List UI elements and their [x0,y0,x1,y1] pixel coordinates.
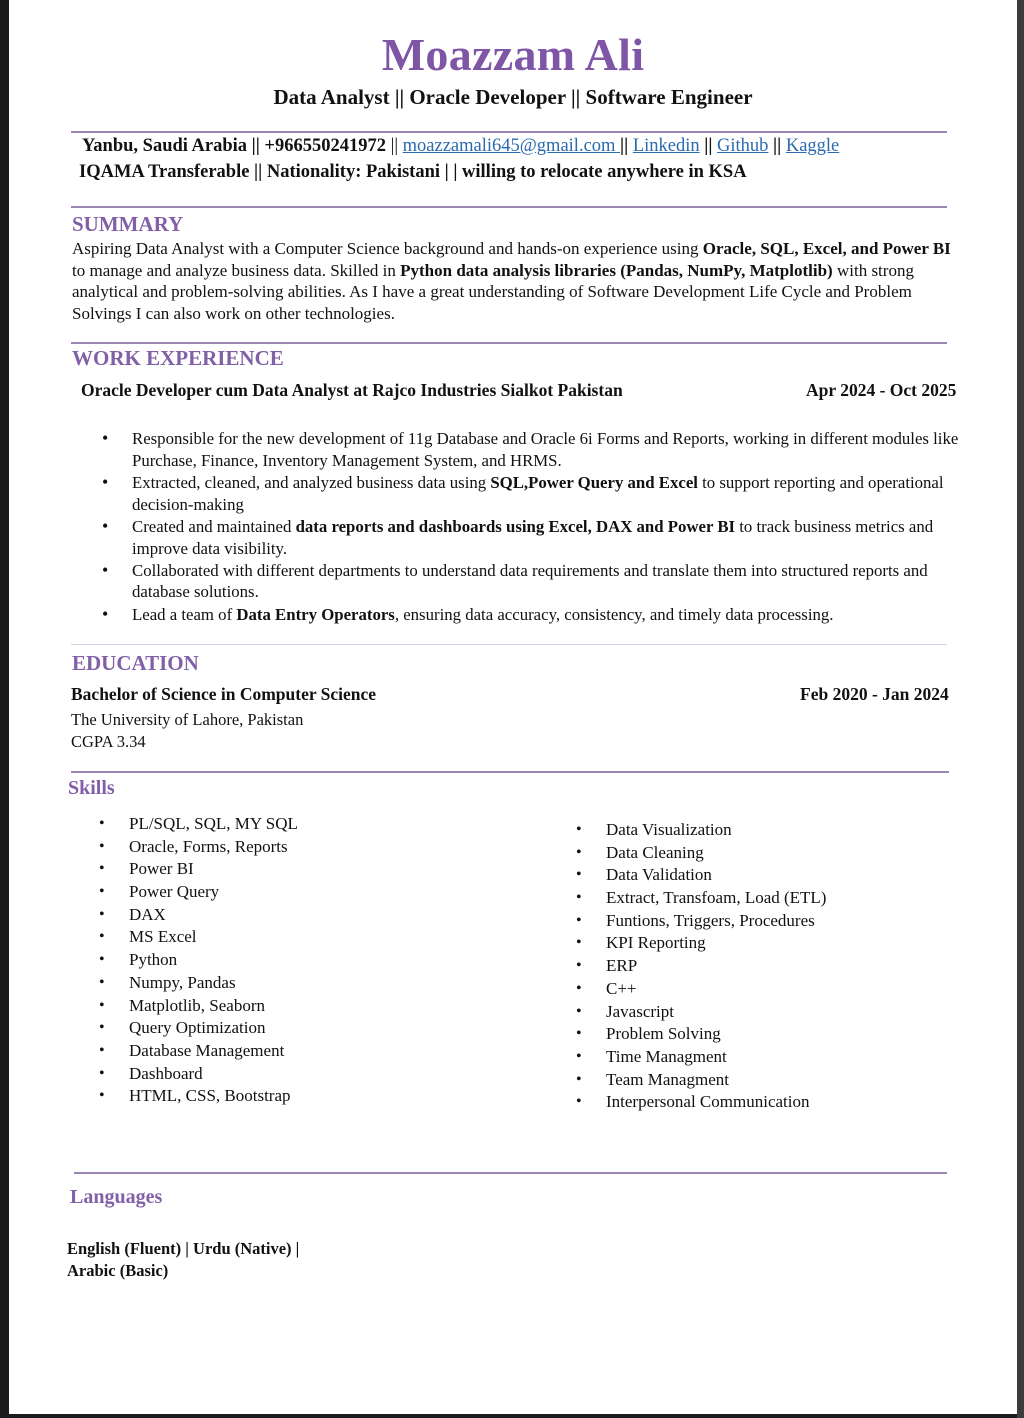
bullet-icon: • [576,821,582,838]
bullet-icon: • [99,973,105,991]
separator: || [768,136,786,156]
skill-label: Team Managment [606,1069,729,1089]
bullet-icon: • [576,1047,582,1065]
bullet-icon: • [99,951,105,969]
separator: || [699,136,718,156]
job-bullet [99,516,959,560]
contact-line [82,136,839,157]
bullet-icon: • [102,428,109,448]
skill-label: Matplotlib, Seaborn [129,995,265,1015]
kaggle-link[interactable]: Kaggle [785,136,840,156]
skill-label: Python [129,950,178,970]
institution: The University of Lahore, Pakistan [71,710,304,729]
skill-label: MS Excel [129,927,197,947]
skill-item [99,813,298,836]
skill-label: Database Management [129,1040,285,1060]
skill-item [576,1091,826,1114]
skill-label: Numpy, Pandas [129,972,236,992]
skill-label: ERP [606,956,638,976]
skill-label: Funtions, Triggers, Procedures [606,910,815,930]
github-link[interactable]: Github [717,136,769,156]
skills-right-list [576,819,826,1114]
summary-part: Aspiring Data Analyst with a Computer Science background and hands-on experience using [72,239,703,258]
skill-item [576,1046,826,1069]
divider [71,131,947,133]
skill-label: DAX [129,904,166,924]
bullet-icon: • [99,996,105,1014]
job-bullet [99,604,959,626]
bullet-icon: • [99,860,105,878]
location-phone: Yanbu, Saudi Arabia || +966550241972 [82,136,391,156]
skill-label: Query Optimization [129,1018,266,1038]
skill-item [576,819,826,842]
summary-text [72,238,962,325]
section-heading-education: EDUCATION [72,651,199,675]
bullet-icon: • [102,603,109,624]
bullet-icon: • [99,905,105,923]
bullet-bold: SQL,Power Query and Excel [490,472,698,492]
bullet-icon: • [99,928,105,946]
languages-line-1: English (Fluent) | Urdu (Native) | [67,1239,300,1258]
skill-label: Extract, Transfoam, Load (ETL) [606,888,827,908]
bullet-icon: • [576,1093,582,1111]
education-dates: Feb 2020 - Jan 2024 [800,684,949,704]
bullet-text: Extracted, cleaned, and analyzed business data using [132,472,491,492]
skill-item [576,887,826,910]
skill-label: Interpersonal Communication [606,1092,810,1112]
skill-label: Data Validation [606,865,712,885]
status-line: IQAMA Transferable || Nationality: Pakistani | | willing to relocate anywhere in KSA [79,162,747,182]
summary-part: with strong analytical and problem-solving abilities. As I have a great understanding of Software Development Life Cycle and Problem Solvings I can also work on other technologies. [72,260,914,324]
summary-bold: Oracle, SQL, Excel, and Power BI [702,239,951,258]
separator: || [390,136,403,156]
skill-item [576,1001,826,1024]
bullet-bold: Data Entry Operators [236,604,395,624]
candidate-name: Moazzam Ali [381,29,645,80]
skill-item [99,949,298,972]
section-heading-skills: Skills [68,777,115,799]
bullet-icon: • [576,1002,582,1020]
cgpa: CGPA 3.34 [71,732,146,751]
bullet-icon: • [99,1019,105,1037]
skill-item [99,995,298,1018]
bullet-icon: • [102,515,109,536]
section-heading-work: WORK EXPERIENCE [72,346,284,370]
bullet-icon: • [576,843,582,861]
job-dates: Apr 2024 - Oct 2025 [806,380,957,400]
section-heading-summary: SUMMARY [72,212,184,236]
resume-page [9,0,1017,1414]
skill-item [576,864,826,887]
bullet-bold: data reports and dashboards using Excel, DAX and Power BI [295,516,736,536]
skill-label: Data Cleaning [606,842,704,862]
skill-label: Javascript [606,1001,674,1021]
bullet-icon: • [576,1070,582,1088]
bullet-text: Lead a team of [132,604,237,624]
bullet-text: Created and maintained [132,516,296,536]
bullet-icon: • [576,911,582,929]
skill-item [99,1040,298,1063]
divider [71,342,947,344]
skill-label: Data Visualization [606,820,732,839]
divider [74,1172,947,1174]
skill-item [576,932,826,955]
email-link[interactable]: moazzamali645@gmail.com [402,136,621,156]
skill-label: Problem Solving [606,1024,721,1044]
bullet-icon: • [102,559,109,580]
job-bullet [99,560,959,604]
bullet-icon: • [576,979,582,997]
skill-label: HTML, CSS, Bootstrap [129,1086,291,1106]
job-title: Oracle Developer cum Data Analyst at Rajco Industries Sialkot Pakistan [81,380,623,400]
skill-label: KPI Reporting [606,933,706,953]
skill-item [99,1085,298,1108]
bullet-text: , ensuring data accuracy, consistency, and timely data processing. [394,604,834,624]
linkedin-link[interactable]: Linkedin [632,136,700,156]
job-bullets [99,428,959,626]
job-bullet [99,428,959,472]
candidate-subtitle: Data Analyst || Oracle Developer || Software Engineer [273,85,753,109]
skill-item [576,910,826,933]
bullet-icon: • [99,1087,105,1105]
bullet-text: Responsible for the new development of 11g Database and Oracle 6i Forms and Reports, working in different modules like Purchase, Finance, Inventory Management System, and HRMS. [132,429,959,470]
bullet-text: to support reporting and operational decision-making [132,472,944,514]
summary-part: to manage and analyze business data. Skilled in [72,260,401,280]
bullet-icon: • [99,815,105,832]
skill-item [576,1069,826,1092]
languages-line-2: Arabic (Basic) [67,1261,169,1280]
viewer-frame-edge [1017,0,1024,1418]
summary-bold: Python data analysis libraries (Pandas, NumPy, Matplotlib) [400,260,833,280]
separator: || [620,136,629,156]
skill-item [99,926,298,949]
skill-item [99,1063,298,1086]
skill-item [576,1023,826,1046]
skill-item [99,1017,298,1040]
bullet-icon: • [99,1041,105,1059]
skill-label: Time Managment [606,1046,727,1066]
bullet-icon: • [576,957,582,975]
skill-label: PL/SQL, SQL, MY SQL [129,814,298,833]
bullet-icon: • [102,471,109,492]
skill-item [576,842,826,865]
bullet-icon: • [576,934,582,952]
bullet-icon: • [576,866,582,884]
skill-label: Dashboard [129,1063,203,1083]
bullet-icon: • [576,1025,582,1043]
skills-left-list [99,813,298,1108]
skill-label: Power BI [129,859,194,879]
skill-label: Power Query [129,882,220,902]
skill-item [99,836,298,859]
job-bullet [99,472,959,516]
bullet-text: to track business metrics and improve data visibility. [132,516,934,558]
skill-item [576,955,826,978]
divider [71,644,947,645]
skill-item [99,858,298,881]
skill-item [576,978,826,1001]
bullet-icon: • [576,889,582,907]
bullet-icon: • [99,1064,105,1082]
skill-item [99,904,298,927]
divider [71,206,947,208]
skill-label: Oracle, Forms, Reports [129,836,288,856]
bullet-text: Collaborated with different departments to understand data requirements and translate them into structured reports and database solutions. [132,560,928,602]
skill-item [99,881,298,904]
bullet-icon: • [99,837,105,855]
skill-item [99,972,298,995]
degree: Bachelor of Science in Computer Science [71,684,377,704]
skill-label: C++ [606,978,637,998]
bullet-icon: • [99,883,105,901]
divider [71,771,949,773]
section-heading-languages: Languages [70,1186,163,1208]
